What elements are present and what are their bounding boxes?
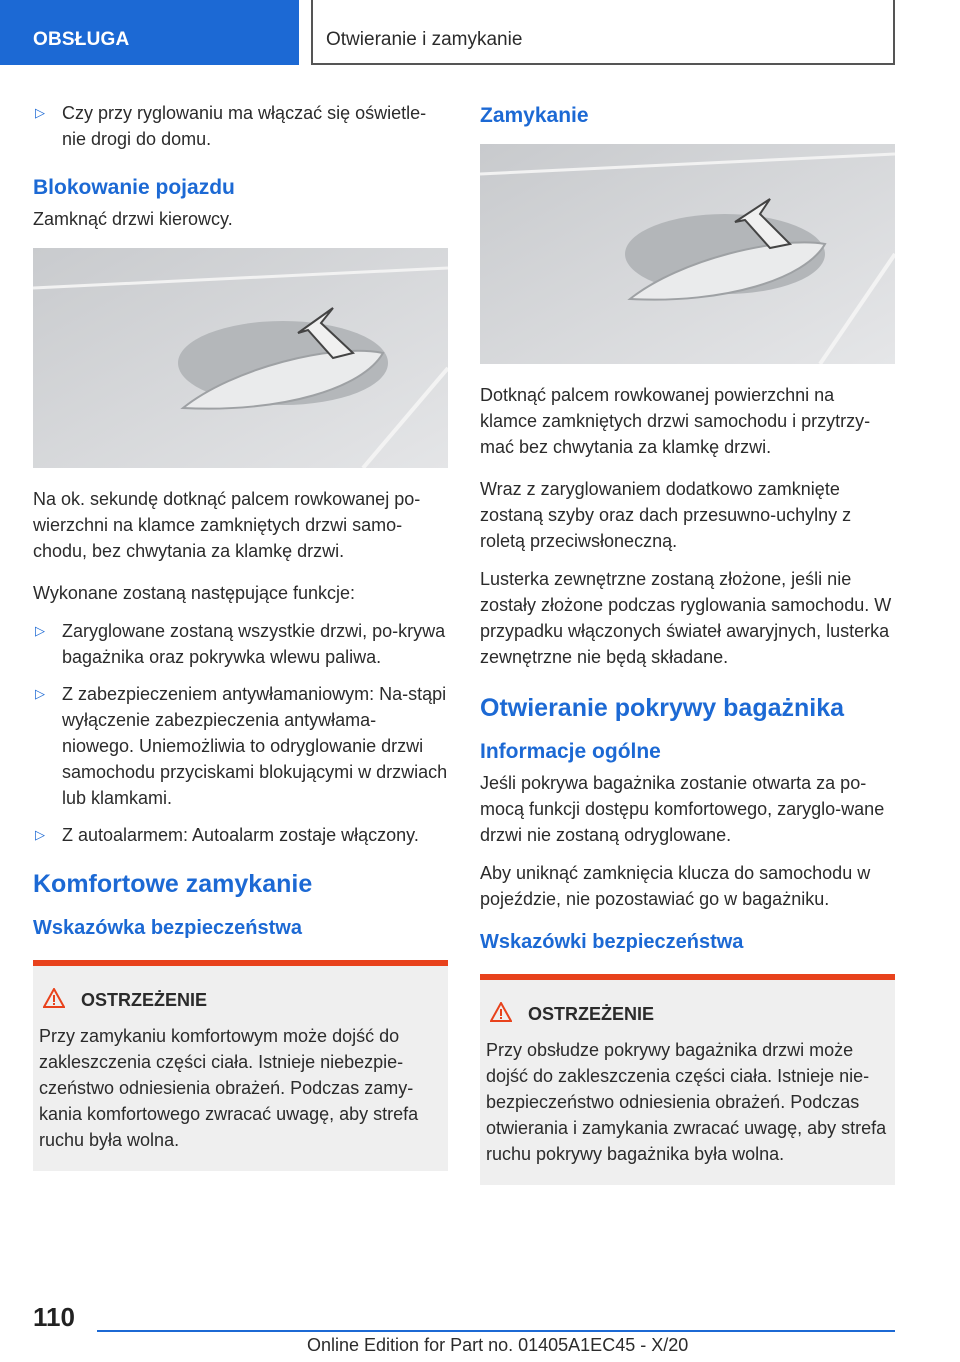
list-item-text: Z zabezpieczeniem antywłamaniowym: Na-stąpi wyłączenie zabezpieczenia antywłama-niowego. Uniemożliwia to odryglowanie drzwi samochodu przyciskami blokującymi w drzwiach lub klamkami. bbox=[62, 684, 448, 808]
heading-wskazowka: Wskazówka bezpieczeństwa bbox=[33, 917, 302, 939]
warning-text: Przy zamykaniu komfortowym może dojść do zakleszczenia części ciała. Istnieje niebezpie-czeństwo odniesienia obrażeń. Podczas zamy-kania komfortowego zwracać uwagę, aby strefa ruchu była wolna. bbox=[39, 1026, 419, 1150]
paragraph: Aby uniknąć zamknięcia klucza do samochodu w pojeździe, nie pozostawiać go w bagażniku. bbox=[480, 863, 871, 909]
paragraph: Zamknąć drzwi kierowcy. bbox=[33, 209, 233, 229]
function-list bbox=[33, 618, 448, 848]
door-handle-image bbox=[33, 248, 448, 468]
heading-informacje: Informacje ogólne bbox=[480, 740, 661, 763]
list-item-text: Czy przy ryglowaniu ma włączać się oświetle-nie drogi do domu. bbox=[62, 103, 427, 149]
warning-triangle-icon bbox=[490, 1002, 512, 1027]
footer-edition: Online Edition for Part no. 01405A1EC45 - X/20 bbox=[307, 1335, 689, 1355]
intro-list bbox=[33, 100, 448, 152]
door-handle-image bbox=[480, 144, 895, 364]
list-item bbox=[33, 100, 448, 152]
heading-komfort: Komfortowe zamykanie bbox=[33, 870, 313, 898]
list-item-text: Zaryglowane zostaną wszystkie drzwi, po-krywa bagażnika oraz pokrywka wlewu paliwa. bbox=[62, 621, 446, 667]
paragraph: Wraz z zaryglowaniem dodatkowo zamknięte zostaną szyby oraz dach przesuwno-uchylny z roletą przeciwsłoneczną. bbox=[480, 479, 852, 551]
warning-text: Przy obsłudze pokrywy bagażnika drzwi może dojść do zakleszczenia części ciała. Istnieje nie-bezpieczeństwo odniesienia obrażeń. Podczas otwierania i zamykania zwracać uwagę, aby strefa ruchu pokrywy bagażnika była wolna. bbox=[486, 1040, 887, 1164]
heading-otwieranie: Otwieranie pokrywy bagażnika bbox=[480, 694, 845, 722]
page-number: 110 bbox=[33, 1302, 75, 1332]
left-column bbox=[33, 100, 448, 1171]
heading-blokowanie: Blokowanie pojazdu bbox=[33, 176, 235, 199]
paragraph: Na ok. sekundę dotknąć palcem rowkowanej po-wierzchni na klamce zamkniętych drzwi samo-chodu, bez chwytania za klamkę drzwi. bbox=[33, 489, 421, 561]
paragraph: Lusterka zewnętrzne zostaną złożone, jeśli nie zostały złożone podczas ryglowania samochodu. W przypadku włączonych świateł awaryjnych, lusterka zewnętrzne nie będą składane. bbox=[480, 569, 892, 667]
footer-divider bbox=[97, 1330, 895, 1332]
triangle-right-icon: ▷ bbox=[35, 623, 45, 638]
warning-title bbox=[486, 1002, 887, 1027]
paragraph: Jeśli pokrywa bagażnika zostanie otwarta za po-mocą funkcji dostępu komfortowego, zaryglo-wane drzwi nie zostaną odryglowane. bbox=[480, 773, 885, 845]
heading-wskazowki: Wskazówki bezpieczeństwa bbox=[480, 931, 744, 953]
warning-box bbox=[33, 960, 448, 1171]
triangle-right-icon: ▷ bbox=[35, 686, 45, 701]
section-tab: OBSŁUGA bbox=[0, 0, 299, 65]
right-column bbox=[480, 100, 895, 1185]
list-item bbox=[33, 822, 448, 848]
warning-title-text: OSTRZEŻENIE bbox=[528, 1004, 655, 1024]
heading-zamykanie: Zamykanie bbox=[480, 104, 589, 127]
warning-triangle-icon bbox=[43, 988, 65, 1013]
paragraph: Dotknąć palcem rowkowanej powierzchni na klamce zamkniętych drzwi samochodu i przytrzy-mać bez chwytania za klamkę drzwi. bbox=[480, 385, 871, 457]
warning-box bbox=[480, 974, 895, 1185]
warning-title-text: OSTRZEŻENIE bbox=[81, 990, 208, 1010]
list-item-text: Z autoalarmem: Autoalarm zostaje włączony. bbox=[62, 825, 419, 845]
triangle-right-icon: ▷ bbox=[35, 827, 45, 842]
triangle-right-icon: ▷ bbox=[35, 105, 45, 120]
warning-title bbox=[39, 988, 440, 1013]
list-item bbox=[33, 681, 448, 811]
chapter-title: Otwieranie i zamykanie bbox=[311, 0, 895, 65]
list-item bbox=[33, 618, 448, 670]
paragraph: Wykonane zostaną następujące funkcje: bbox=[33, 583, 356, 603]
